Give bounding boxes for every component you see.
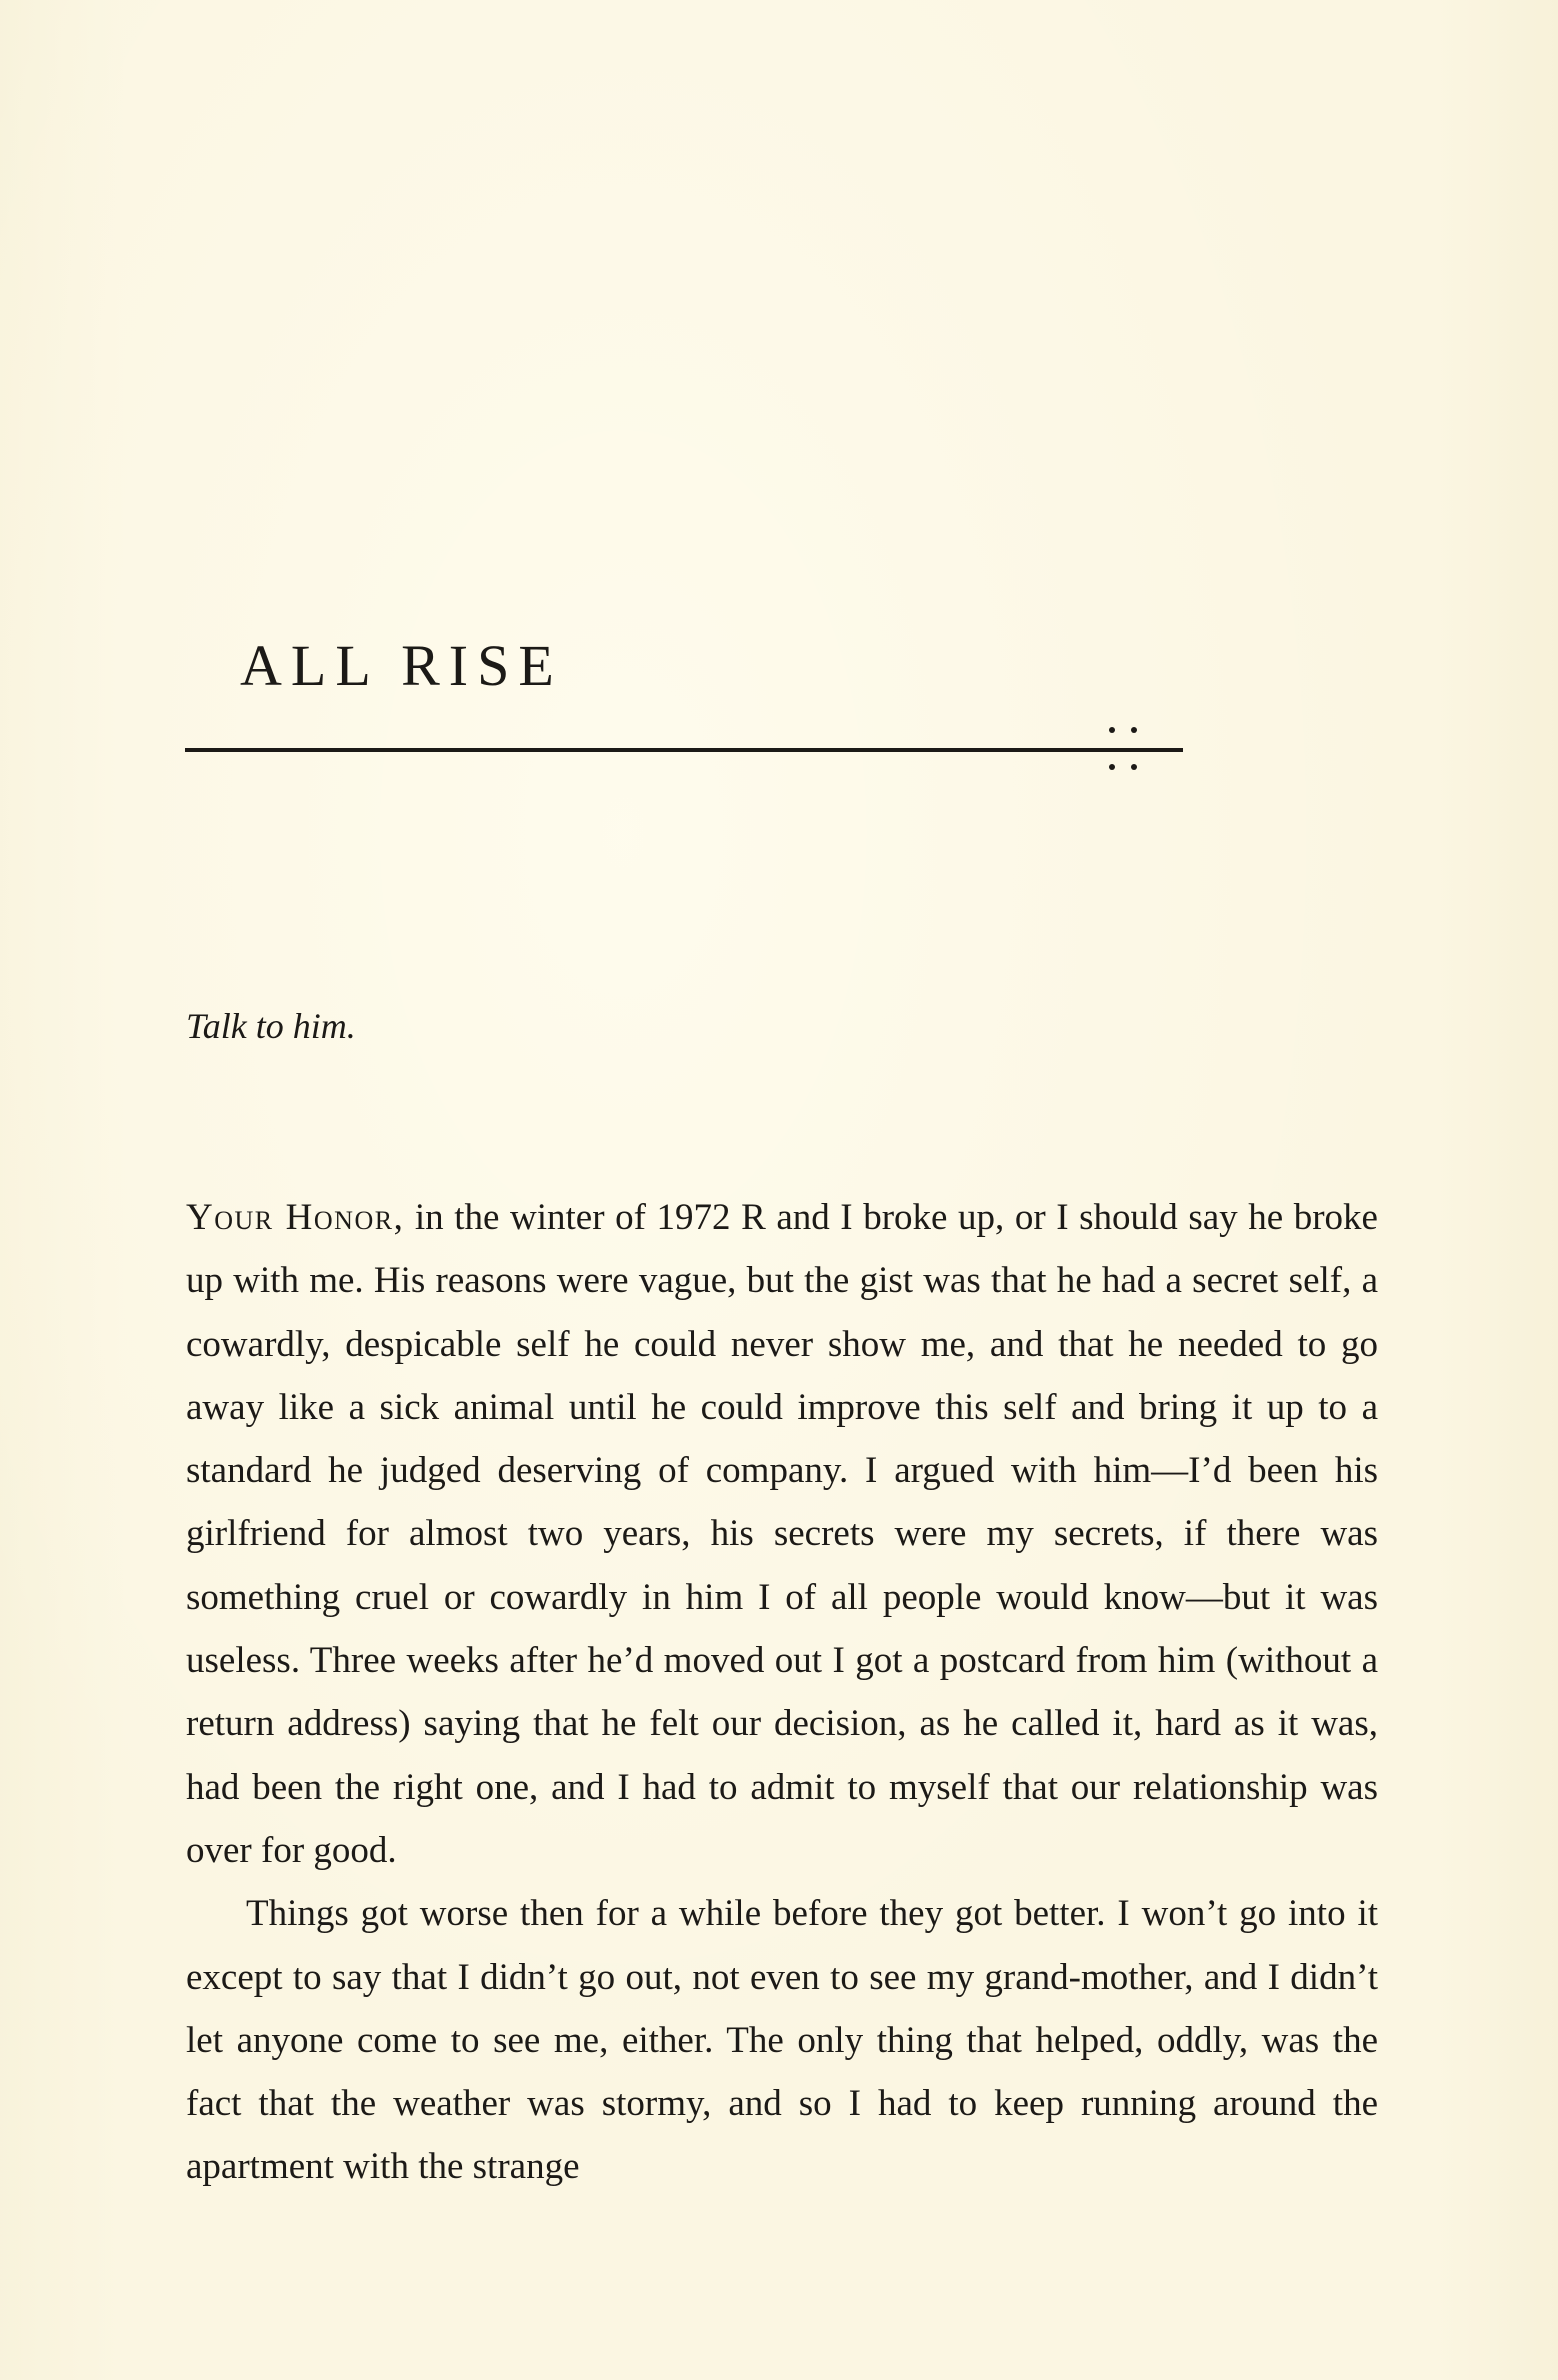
chapter-title: ALL RISE xyxy=(240,633,563,698)
ornament-dot xyxy=(1131,764,1137,770)
epigraph: Talk to him. xyxy=(186,1006,356,1046)
paragraph-lead-in: Your Honor, xyxy=(186,1197,405,1238)
ornament-dot xyxy=(1109,764,1115,770)
paragraph xyxy=(186,1186,1378,1882)
paragraph-text: in the winter of 1972 R and I broke up, or I should say he broke up with me. His reasons were vague, but the gist was that he had a secret self, a cowardly, despicable self he could never show me, and that he needed to go away like a sick animal until he could improve this self and bring it up to a standard he judged deserving of company. I argued with him—I’d been his girlfriend for almost two years, his secrets were my secrets, if there was something cruel or cowardly in him I of all people would know—but it was useless. Three weeks after he’d moved out I got a postcard from him (without a return address) saying that he felt our decision, as he called it, hard as it was, had been the right one, and I had to admit to myself that our relationship was over for good. xyxy=(186,1197,1378,1871)
body-text xyxy=(186,1186,1378,2199)
title-rule-ornament xyxy=(185,722,1185,772)
paragraph-text: Things got worse then for a while before they got better. I won’t go into it except to say that I didn’t go out, not even to see my grand-mother, and I didn’t let anyone come to see me, either. The only thing that helped, oddly, was the fact that the weather was stormy, and so I had to keep running around the apartment with the strange xyxy=(186,1893,1378,2188)
horizontal-rule xyxy=(185,748,1183,752)
ornament-dot xyxy=(1131,727,1137,733)
ornament-dot xyxy=(1109,727,1115,733)
paragraph xyxy=(186,1882,1378,2198)
